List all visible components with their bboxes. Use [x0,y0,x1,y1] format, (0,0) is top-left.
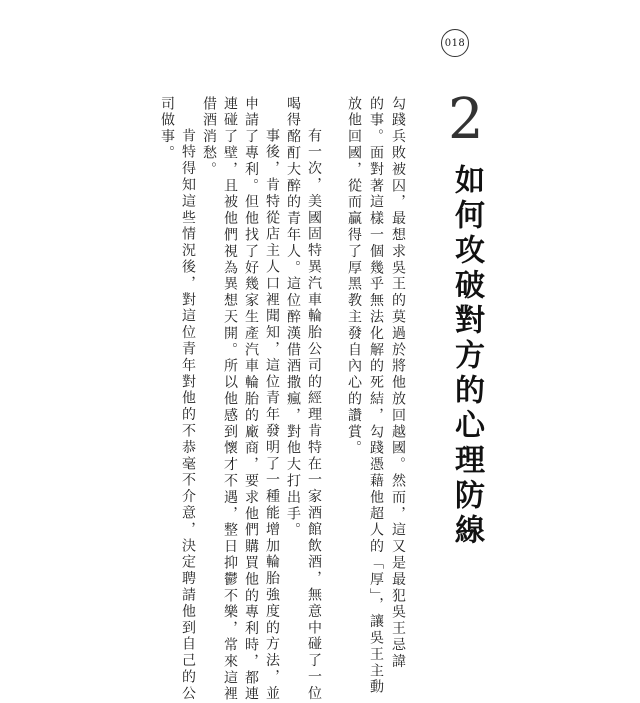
text-line: 勾踐兵敗被囚，最想求吳王的莫過於將他放回越國。然而，這又是最犯吳王忌諱 [390,96,406,670]
text-line: 放他回國，從而贏得了厚黑教主發自內心的讚賞。 [346,96,362,457]
text-line: 司做事。 [159,96,175,162]
page-number: 018 [444,37,466,49]
text-line: 申請了專利。但他找了好幾家生產汽車輪胎的廠商，要求他們購買他的專利時，都連 [243,96,259,703]
text-line: 事後，肯特從店主人口裡聞知，這位青年發明了一種能增加輪胎強度的方法，並 [264,128,280,702]
text-line: 借酒消愁。 [201,96,217,178]
text-line: 肯特得知這些情況後，對這位青年對他的不恭毫不介意，決定聘請他到自己的公 [180,128,196,702]
chapter-number: 2 [448,87,484,152]
text-line: 連碰了壁，且被他們視為異想天開。所以他感到懷才不遇，整日抑鬱不樂，常來這裡 [222,96,238,703]
text-line: 有一次，美國固特異汽車輪胎公司的經理肯特在一家酒館飲酒，無意中碰了一位 [306,128,322,702]
page-number-badge [441,29,469,57]
text-line: 喝得酩酊大醉的青年人。這位醉漢借酒撒瘋，對他大打出手。 [285,96,301,539]
text-line: 的事。面對著這樣一個幾乎無法化解的死結，勾踐憑藉他超人的「厚」，讓吳王主動 [368,96,384,696]
chapter-title: 如何攻破對方的心理防線 [449,164,484,549]
